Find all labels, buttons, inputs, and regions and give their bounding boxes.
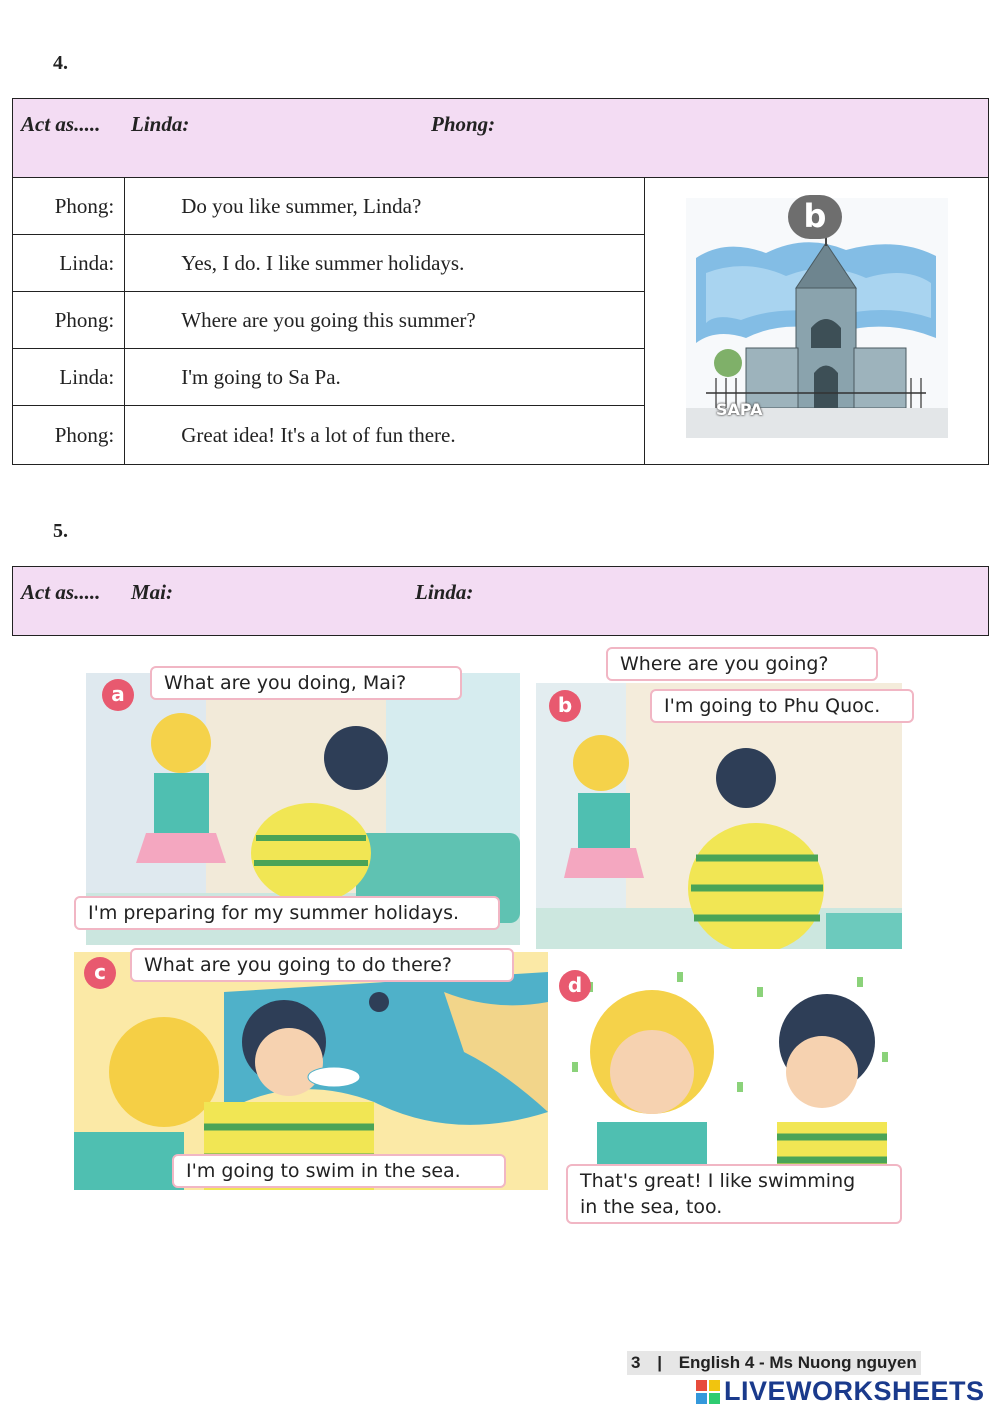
speaker-cell: Phong: (13, 292, 125, 349)
footer-separator: | (657, 1353, 662, 1372)
panel-c-bubble-answer: I'm going to swim in the sea. (172, 1154, 506, 1188)
speaker-cell: Phong: (13, 406, 125, 465)
panel-d-bubble-line-1: That's great! I like swimming (580, 1170, 856, 1192)
page-footer (627, 1351, 921, 1375)
panel-b-bubble-answer: I'm going to Phu Quoc. (650, 689, 914, 723)
panel-d-bubble-reply (566, 1164, 902, 1224)
line-cell: Do you like summer, Linda? (125, 178, 645, 235)
panel-c-badge: c (84, 957, 116, 989)
panel-b-badge: b (549, 690, 581, 722)
table-row (13, 178, 989, 235)
role-phong-label: Phong: (431, 112, 496, 136)
sapa-caption: SAPA (716, 400, 763, 419)
section-4-number: 4. (53, 52, 68, 74)
panel-a-bubble-question: What are you doing, Mai? (150, 666, 462, 700)
role-mai-label: Mai: (131, 580, 173, 604)
role-linda-label: Linda: (415, 580, 474, 604)
line-cell: I'm going to Sa Pa. (125, 349, 645, 406)
panel-d-badge: d (559, 970, 591, 1002)
dialogue-table (12, 177, 989, 465)
line-cell: Great idea! It's a lot of fun there. (125, 406, 645, 465)
panel-a-badge: a (102, 679, 134, 711)
section-5-number: 5. (53, 520, 68, 542)
line-cell: Yes, I do. I like summer holidays. (125, 235, 645, 292)
role-linda-label: Linda: (131, 112, 190, 136)
panel-b-bubble-question: Where are you going? (606, 647, 878, 681)
section-4-act-as-box (12, 98, 989, 178)
panel-c-bubble-question: What are you going to do there? (130, 948, 514, 982)
panel-a-bubble-answer: I'm preparing for my summer holidays. (74, 896, 500, 930)
speaker-cell: Linda: (13, 235, 125, 292)
act-as-label: Act as..... (21, 112, 101, 136)
picture-badge-b: b (788, 195, 842, 239)
section-5-act-as-box (12, 566, 989, 636)
line-cell: Where are you going this summer? (125, 292, 645, 349)
speaker-cell: Linda: (13, 349, 125, 406)
speaker-cell: Phong: (13, 178, 125, 235)
page-number: 3 (631, 1353, 641, 1372)
liveworksheets-brand[interactable]: LIVEWORKSHEETS (724, 1376, 985, 1406)
act-as-label: Act as..... (21, 580, 101, 604)
footer-title: English 4 - Ms Nuong nguyen (678, 1353, 917, 1372)
panel-d-bubble-line-2: in the sea, too. (580, 1196, 723, 1218)
liveworksheets-logo-icon (696, 1380, 722, 1406)
